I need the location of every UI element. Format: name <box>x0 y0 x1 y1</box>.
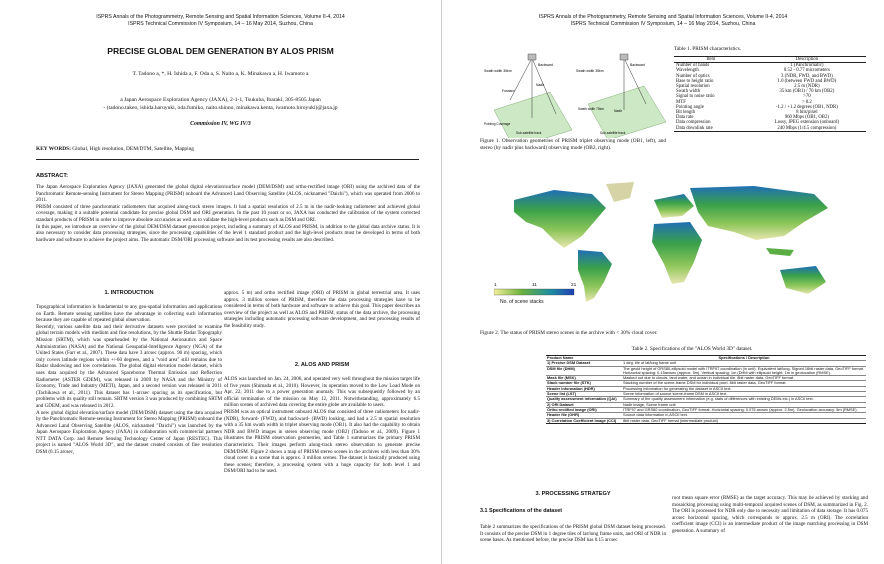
label-nadir: Nadir <box>536 83 545 87</box>
authors: T. Tadono a, *, H. Ishida a, F. Oda a, S. Naito a, K. Minakawa a, H. Iwamoto a <box>132 71 309 77</box>
table2-product-cell: Ortho rectified image (ORI) <box>546 407 622 412</box>
table1-item-cell: Swath width <box>676 89 701 95</box>
commission: Commission IV, WG IV/3 <box>190 121 251 127</box>
table1-item-cell: Signal to noise ratio <box>676 94 715 100</box>
table1-description-cell: 2.5 m (NDR) <box>794 84 820 90</box>
table2-spec-cell: 1 deg. tile of lat/long frame unit <box>622 361 866 366</box>
table1-description-cell: 35 km (OB1) / 70 km (OB2) <box>779 89 835 95</box>
abstract-paragraph: PRISM consisted of three panchromatic radiometers that acquired along-track stereo images. It had a spatial resolution of 2.5 m in the nadir-looking radiometer and achieved global coverage, making it a suitable potential candidate for precise global DSM and ORI generation. In the past 10 years or so, JAXA has conducted the calibration of the system corrected standard products of PRISM in order to improve absolute accuracies as well as to validate the high-level products such as DSM and ORI. <box>36 203 420 223</box>
table1-description-cell: Lossy, JPEG extension (onboard) <box>774 120 839 126</box>
table2 <box>546 355 866 424</box>
legend-tick: 11 <box>532 283 537 288</box>
table1-description-cell: 8 bits/pixel <box>796 110 818 116</box>
label-backward: Backward <box>630 63 645 67</box>
keywords-label: KEY WORDS: <box>36 146 71 152</box>
table1-description-cell: 960 Mbps (OB1, OB2) <box>784 115 829 121</box>
section2-text: ALOS was launched on Jan. 24, 2006, and operated very well throughout the mission target life of five years (Shimada et al., 2010). However, its operation moved to the Low Load Mode on Apr. 22, 2011 due to a power generation anomaly. This was subsequently followed by an official termination of the mission on May 12, 2011. Notwithstanding, approximately 6.5 million scenes of archived data covering the entire globe are available to users. PRISM was an optical instrument onboard ALOS that consisted of three radiometers for nadir- (NDR), forward- (FWD), and backward- (BWD) looking, and had a 2.5 m spatial resolution with a 35 km swath width in triplet observing mode (OB1). It also had the capability to obtain NDR and BWD images in stereo observing mode (OB2) (Tadono et al., 2009). Figure 1 illustrates the PRISM observation geometries, and Table 1 summarizes the primary PRISM characteristics. Their images perform along-track stereo observation to generate precise DEM/DSM. Figure 2 shows a map of PRISM stereo scenes in the archives with less than 30% cloud cover in a scene that is approx. 3 million scenes. The dataset is basically produced using these scenes; therefore, a processing system with a huge capacity for both level 1 and DSM/ORI had to be used. <box>224 376 420 475</box>
table2-spec-cell: ITRF97 and GRS80 coordination, GeoTIFF format. Horizontal spacing: 0.075 arcsec (approx. 2.5m). Geolocation accuracy: 5m (RMSE). <box>622 407 866 412</box>
legend-tick: 21 <box>571 283 577 288</box>
table1-item-cell: Data compression <box>676 120 711 126</box>
table2-product-cell: Header information (HDR) <box>546 386 622 391</box>
ob2-geometry <box>576 54 666 138</box>
table1-item-cell: Base to height ratio <box>676 78 714 84</box>
table1-item-cell: Data rate <box>676 115 694 121</box>
table2-spec-cell: The geoid height of GRS80-ellipsoid model with ITRF97 coordination (in unit). Equivalent lat/long, Signed 16bit raster data, GeoTIFF format. Horizontal spacing: 0.15arcsec (approx. 5m). Vertical spacing: 1m (DHM with ellipsoid height: 1m in geolocation (RMSE). <box>622 366 866 376</box>
table2-spec-cell: 8bit raster data, GeoTIFF format (intermediate product) <box>622 418 866 423</box>
table1-row <box>674 126 866 132</box>
table2-caption: Table 2. Specifications of the "ALOS World 3D" dataset. <box>631 346 753 352</box>
header-line-1: ISPRS Annals of the Photogrammetry, Remote Sensing and Spatial Information Sciences, Volume II-4, 2014 <box>96 14 345 20</box>
table1 <box>674 56 866 132</box>
intro-heading: 1. INTRODUCTION <box>104 290 154 296</box>
table2-product-cell: Quality assessment information (QAI) <box>546 397 622 402</box>
table1-item-cell: MTF <box>676 99 686 105</box>
keywords-value: Global, High resolution, DEM/DTM, Satellite, Mapping <box>72 146 194 152</box>
table1-item-cell: Number of bands <box>676 63 710 69</box>
table2-spec-cell: Source data information in ASCII text. <box>622 413 866 418</box>
legend-tick: 1 <box>494 283 497 288</box>
label-forward: Forward <box>502 89 515 93</box>
table2-header-cell: Product Name <box>547 355 574 360</box>
table1-description-cell: 1 (Panchromatic) <box>790 63 824 69</box>
label-swath-ob1: Swath width 35km <box>484 69 512 73</box>
table1-item-cell: Pointing angle <box>676 104 704 110</box>
section3-heading: 3. PROCESSING STRATEGY <box>535 491 611 497</box>
continent-south-america <box>578 250 612 302</box>
page-right <box>442 0 884 564</box>
keywords <box>36 146 194 152</box>
abstract-paragraph: The Japan Aerospace Exploration Agency (JAXA) generated the global digital elevation/surface model (DEM/DSM) and ortho-rectified image (ORI) using the archived data of the Panchromatic Remote-sensing Instrument for Stereo Mapping (PRISM) onboard the Advanced Land Observing Satellite (ALOS, nicknamed "Daichi"), which was operated from 2006 to 2011. <box>36 184 420 204</box>
figure1-caption: Figure 1. Observation geometries of PRISM triplet observing mode (OB1, left), and stereo (by nadir plus backward) observing mode (OB2, right). <box>480 138 666 151</box>
section3-1-heading: 3.1 Specifications of the dataset <box>480 508 563 514</box>
table1-description-cell: 240 Mbps (1/4.5 compression) <box>777 125 837 131</box>
table1-item-cell: Bit length <box>676 110 696 116</box>
table2-product-cell: Stack number file (STK) <box>546 381 622 386</box>
continent-asia <box>690 186 828 240</box>
table1-item-cell: Spatial resolution <box>676 84 710 90</box>
author-emails: - (tadono.takeo, ishida.haruyuki, oda.fumiko, naito.shinno, minakawa.kenta, iwamoto.hiroyuki)@jaxa.jp <box>103 105 338 111</box>
ob1-geometry <box>484 54 572 138</box>
section3-text-col2: root mean square error (RMSE) as the target accuracy. This may be achieved by stacking and mosaicking processing using multi-temporal acquired scenes of DSM, as summarized in Fig. 2. The ORI is processed for NDR only due to necessity and limitation of data storage. It has 0.075 arcsec horizontal spacing, which corresponds to approx. 2.5 m (ORI). The correlation coefficient image (CCI) is an intermediate product of the image matching processing in DSM generation. A summary of <box>672 495 868 534</box>
table1-description-cell: -1.2 / +1.2 degrees (OB1, NDR) <box>775 104 838 110</box>
table2-row <box>546 418 866 423</box>
table2-product-cell: 2) ORI Dataset <box>546 402 622 407</box>
legend-label: No. of scene stacks <box>500 299 544 305</box>
table2-spec-cell: Processing information for generating the dataset in ASCII text. <box>622 386 866 391</box>
table2-row <box>546 407 866 412</box>
header-line-2: ISPRS Technical Commission IV Symposium, 14 – 16 May 2014, Suzhou, China <box>128 21 313 27</box>
label-nadir: Nadir <box>614 109 623 113</box>
table2-spec-cell: Scene information of source scene-frame DSM in ASCII text. <box>622 392 866 397</box>
continent-europe <box>654 194 694 218</box>
table2-product-cell: DSM file (DHM) <box>546 366 622 376</box>
table2-product-cell: Header file (OHR) <box>546 413 622 418</box>
label-swath-ob2: Swath width 35km <box>576 69 604 73</box>
label-pointing: Pointing Coverage <box>484 122 511 126</box>
label-backward: Backward <box>538 63 553 67</box>
intro-text-col1: Topographical information is fundamental to any geo-spatial information and applications on Earth. Remote sensing satellites have the advantage in collecting such information because they are capable of repeated global observation. Recently, various satellite data and their derivative datasets were provided to examine global terrain models with medium and fine resolutions, by the Shuttle Radar Topography Mission (SRTM), which was spearheaded by the National Aeronautics and Space Administration (NASA) and the National Geospatial-Intelligence Agency (NGA) of the United States (Farr et al., 2007). These data have 3 arcsec (approx. 90 m) spacing, which only covers latitude regions within +/-60 degrees, and a "void area" still remains due to Radar shadowing and low correlations. The global digital elevation model dataset, which uses data acquired by the Advanced Spaceborne Thermal Emission and Reflection Radiometer (ASTER GDEM), was released in 2009 by NASA and the Ministry of Economy, Trade and Industry (METI), Japan, and a second version was released in 2011 (Tachikawa et al., 2011). This dataset has 1-arcsec spacing as its specification, but problems with its quality still remain. SRTM version 3 was produced by combining SRTM and GDEM, and was released in 2012. A new global digital elevation/surface model (DEM/DSM) dataset using the data acquired by the Panchromatic Remote-sensing Instrument for Stereo Mapping (PRISM) onboard the Advanced Land Observing Satellite (ALOS, nicknamed "Daichi") was launched by the Japan Aerospace Exploration Agency (JAXA) in collaboration with commercial partners NTT DATA Corp. and Remote Sensing Technology Center of Japan (RESTEC). This project is named "ALOS World 3D", and the dataset created consists of fine resolution DSM (0.15 arcsec, <box>36 304 222 456</box>
intro-text-col2: approx. 5 m) and ortho rectified image (ORI) of PRISM in global terrestrial area. It uses approx. 3 million scenes of PRISM, therefore the data processing strategies have to be considered in terms of both hardware and software to achieve this goal. This paper describes an overview of the project as well as ALOS and PRISM, status of the data archive, the processing strategies including automatic processing software development, and test processing results of the feasibility study. <box>224 290 420 329</box>
continent-greenland <box>606 182 634 202</box>
header-line-1: ISPRS Annals of the Photogrammetry, Remote Sensing and Spatial Information Sciences, Volume II-4, 2014 <box>538 14 788 20</box>
table2-header-cell: Specifications / Description <box>718 355 770 360</box>
legend-colorbar <box>494 289 574 295</box>
affiliation: a Japan Aerospace Exploration Agency (JAXA), 2-1-1, Tsukuba, Ibaraki, 305-8505 Japan <box>120 97 321 103</box>
table2-spec-cell: Nadir image, Scene frame unit <box>622 402 866 407</box>
table1-header-cell: Item <box>706 57 716 62</box>
running-header <box>0 14 441 28</box>
abstract-paragraph: In this paper, we introduce an overview of the global DEM/DSM dataset generation project, including a summary of ALOS and PRISM, in addition to the global data archive status. It is also necessary to consider data processing strategies, since the processing capabilities of the level 1 standard product and the high-level products must be developed in terms of both hardware and software to achieve the project aims. The automatic DSM/ORI processing software and its test processing results are also described. <box>36 223 420 243</box>
figure1-diagram <box>480 52 670 138</box>
label-swath-70: Swath width 70km <box>578 107 604 111</box>
table2-spec-cell: Summary of the quality assessment information (e.g. stats of differences with existing DEMs etc.) in ASCII text. <box>622 397 866 402</box>
header-line-2: ISPRS Technical Commission IV Symposium, 14 – 16 May 2014, Suzhou, China <box>570 21 756 27</box>
table2-product-cell: 3) Correlation Coefficient Image (CCI) <box>546 418 622 423</box>
table1-description-cell: 1.0 (between FWD and BWD) <box>777 78 837 84</box>
table1-caption: Table 1. PRISM characteristics. <box>674 46 742 52</box>
table1-description-cell: 3 (NDR, FWD, and BWD) <box>781 73 833 79</box>
table1-item-cell: Number of optics <box>676 73 710 79</box>
continent-australia <box>780 266 826 294</box>
satellite-icon <box>620 54 628 60</box>
satellite-icon <box>528 54 536 60</box>
paper-title: PRECISE GLOBAL DEM GENERATION BY ALOS PRISM <box>107 46 334 56</box>
table1-header-cell: Description <box>795 57 819 62</box>
label-subtrack: Sub-satellite track <box>600 131 626 135</box>
table1-description-cell: >70 <box>803 94 811 100</box>
continent-north-america <box>514 190 606 248</box>
table2-product-cell: Scene list (LST) <box>546 392 622 397</box>
table1-description-cell: > 0.2 <box>801 99 812 105</box>
table1-description-cell: 0.52 - 0.77 micrometers <box>783 68 830 74</box>
islands-se-asia <box>766 248 794 256</box>
divider <box>36 159 419 160</box>
section3-text: Table 2 summarizes the specifications of the PRISM global DSM dataset being processed. It consists of the precise DSM in 1 degree tiles of lat/long frame units, and ORI of NDR in scene bases. As mentioned before, the precise DSM has 0.15 arcsec <box>480 524 666 544</box>
table2-spec-cell: Stacking number of the scene-frame DSM for individual pixel. 8bit raster data, GeoTIFF format. <box>622 381 866 386</box>
abstract-body <box>36 184 420 243</box>
label-subtrack: Sub-satellite track <box>516 131 542 135</box>
figure2-map <box>494 178 844 318</box>
table2-product-cell: Mask file (MSK) <box>546 376 622 381</box>
abstract-heading: ABSTRACT: <box>36 173 69 179</box>
figure2-caption: Figure 2. The status of PRISM stereo scenes in the archive with < 30% cloud cover. <box>480 330 658 336</box>
running-header <box>442 14 884 28</box>
continent-africa <box>652 222 702 284</box>
table1-item-cell: Wavelength <box>676 68 699 74</box>
table1-item-cell: Data downlink rate <box>676 125 713 131</box>
section2-heading: 2. ALOS AND PRISM <box>294 362 350 368</box>
table2-spec-cell: Masked out due to clouds, land water, and ocean in individual tile. 8bit raster data, GeoTIFF format. <box>622 376 866 381</box>
table2-product-cell: 1) Precise DSM Dataset <box>546 361 622 366</box>
